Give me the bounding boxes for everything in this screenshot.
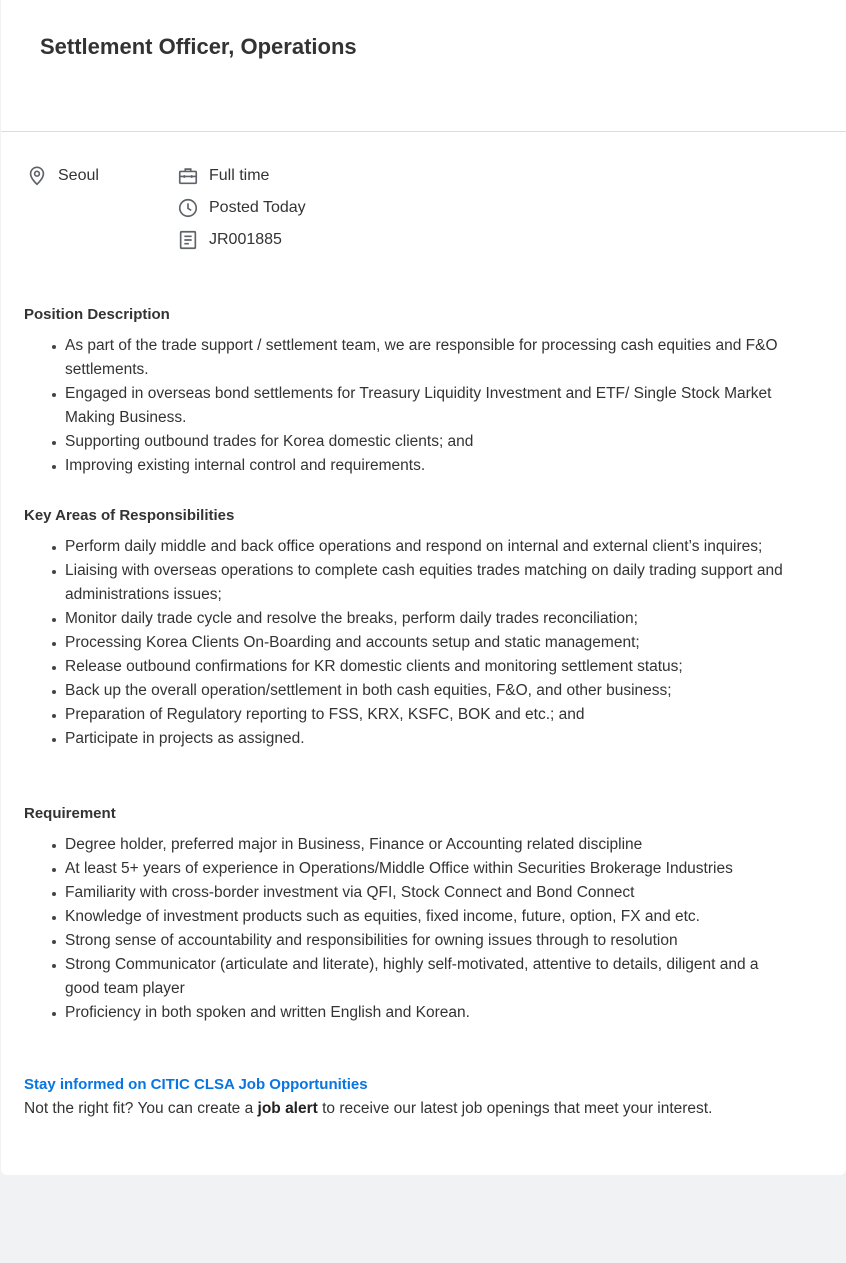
list-item: Improving existing internal control and requirements. <box>24 454 784 478</box>
list-item: Familiarity with cross-border investment via QFI, Stock Connect and Bond Connect <box>24 881 784 905</box>
job-alert-text-after: to receive our latest job openings that meet your interest. <box>317 1100 713 1117</box>
section-position-description <box>24 300 784 478</box>
list-item: Engaged in overseas bond settlements for Treasury Liquidity Investment and ETF/ Single Stock Market Making Business. <box>24 382 784 430</box>
list-item: Preparation of Regulatory reporting to FSS, KRX, KSFC, BOK and etc.; and <box>24 703 784 727</box>
list-item: Degree holder, preferred major in Business, Finance or Accounting related discipline <box>24 833 784 857</box>
bullet-list <box>24 535 784 751</box>
job-header <box>1 0 846 132</box>
job-posting-card <box>1 0 846 1175</box>
job-title: Settlement Officer, Operations <box>40 34 357 59</box>
list-item: Liaising with overseas operations to complete cash equities trades matching on daily trading support and administrations issues; <box>24 559 784 607</box>
section-title: Requirement <box>24 805 116 822</box>
bullet-list <box>24 833 784 1025</box>
job-alert-message <box>24 1098 712 1120</box>
job-location <box>26 164 99 188</box>
location-pin-icon <box>26 165 48 187</box>
list-item: Proficiency in both spoken and written English and Korean. <box>24 1001 784 1025</box>
document-icon <box>177 229 199 251</box>
section-requirement <box>24 799 784 1025</box>
job-time-type <box>177 164 269 188</box>
list-item: Release outbound confirmations for KR domestic clients and monitoring settlement status; <box>24 655 784 679</box>
list-item: At least 5+ years of experience in Operations/Middle Office within Securities Brokerage Industries <box>24 857 784 881</box>
bullet-list <box>24 334 784 478</box>
list-item: Back up the overall operation/settlement in both cash equities, F&O, and other business; <box>24 679 784 703</box>
list-item: As part of the trade support / settlement team, we are responsible for processing cash equities and F&O settlements. <box>24 334 784 382</box>
job-alert-bold: job alert <box>257 1100 318 1117</box>
list-item: Strong Communicator (articulate and literate), highly self-motivated, attentive to details, diligent and a good team player <box>24 953 784 1001</box>
job-location-text: Seoul <box>58 167 99 184</box>
job-posted-text: Posted Today <box>209 199 306 216</box>
list-item: Supporting outbound trades for Korea domestic clients; and <box>24 430 784 454</box>
section-responsibilities <box>24 501 784 751</box>
job-time-type-text: Full time <box>209 167 270 184</box>
job-requisition-id <box>177 228 282 252</box>
list-item: Knowledge of investment products such as equities, fixed income, future, option, FX and etc. <box>24 905 784 929</box>
job-alert-text-before: Not the right fit? You can create a <box>24 1100 258 1117</box>
list-item: Perform daily middle and back office operations and respond on internal and external client’s inquires; <box>24 535 784 559</box>
job-opportunities-link[interactable]: Stay informed on CITIC CLSA Job Opportunities <box>24 1076 368 1093</box>
section-title: Key Areas of Responsibilities <box>24 507 235 524</box>
section-title: Position Description <box>24 306 170 323</box>
job-posted-date <box>177 196 306 220</box>
list-item: Strong sense of accountability and responsibilities for owning issues through to resolution <box>24 929 784 953</box>
clock-icon <box>177 197 199 219</box>
briefcase-icon <box>177 165 199 187</box>
job-requisition-text: JR001885 <box>209 231 282 248</box>
list-item: Monitor daily trade cycle and resolve the breaks, perform daily trades reconciliation; <box>24 607 784 631</box>
list-item: Processing Korea Clients On-Boarding and accounts setup and static management; <box>24 631 784 655</box>
list-item: Participate in projects as assigned. <box>24 727 784 751</box>
